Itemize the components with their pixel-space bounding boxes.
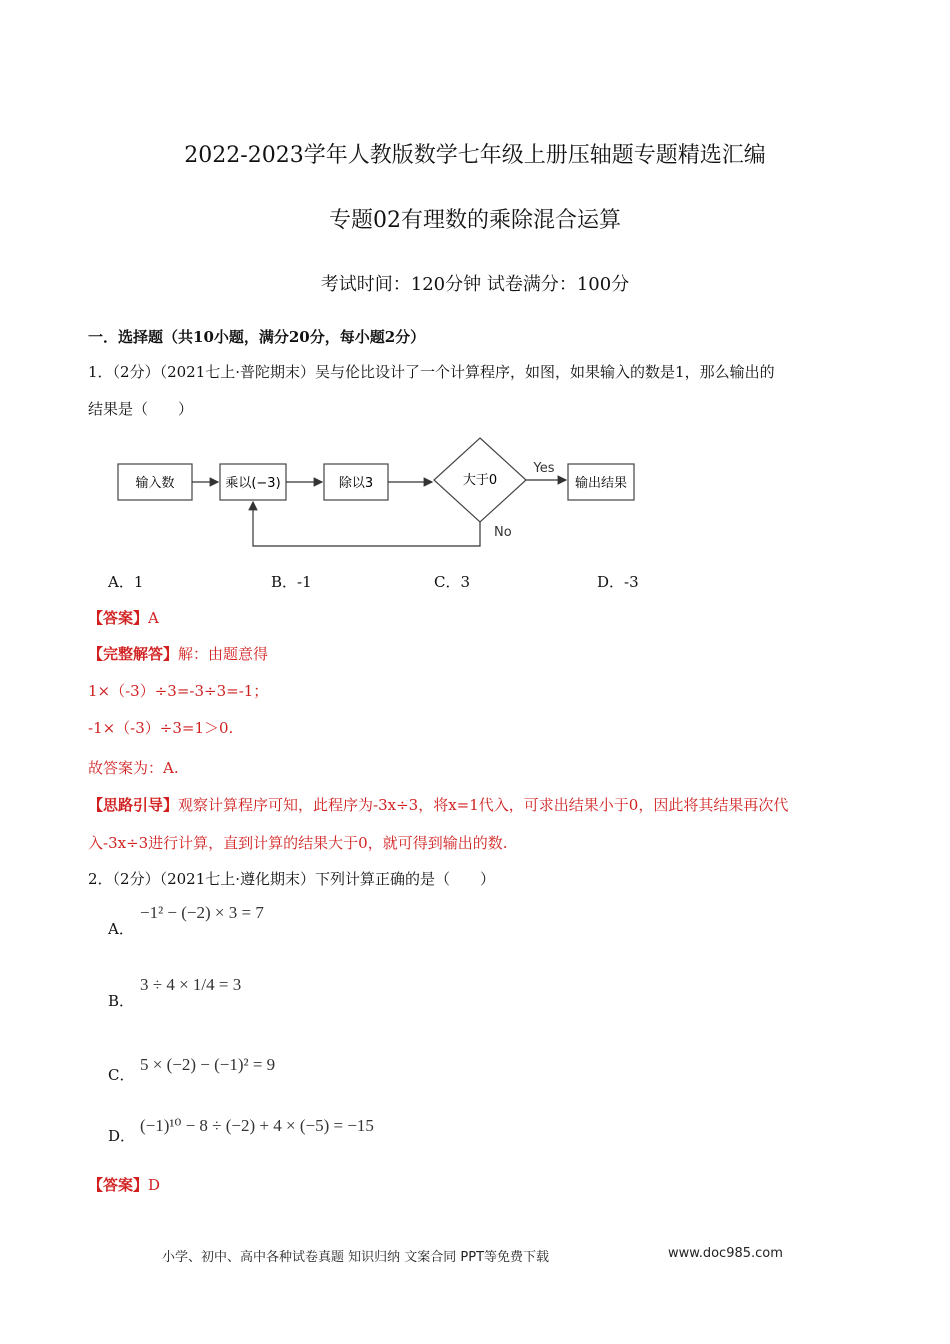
q1-stem-line1: 1．（2分）（2021七上·普陀期末）吴与伦比设计了一个计算程序，如图，如果输入的数是1，那么输出的 [88,363,775,381]
q2-option-b-label: B． [108,992,135,1010]
q1-answer-value: A [148,609,159,627]
flow-divide-label: 除以3 [338,476,374,491]
flow-no-label: No [494,525,512,540]
q2-option-a-expr: −1² − (−2) × 3 = 7 [140,903,264,922]
flow-output-label: 输出结果 [574,476,628,491]
q2-option-d-expr: (−1)¹⁰ − 8 ÷ (−2) + 4 × (−5) = −15 [140,1116,374,1135]
flow-condition-label: 大于0 [462,473,498,488]
q1-hint-line2: 入-3x÷3进行计算，直到计算的结果大于0，就可得到输出的数. [88,834,508,852]
q2-option-a-label: A． [108,920,134,938]
footer-text: 小学、初中、高中各种试卷真题 知识归纳 文案合同 PPT等免费下载 [162,1250,550,1265]
q2-option-b-expr: 3 ÷ 4 × 1/4 = 3 [140,975,242,994]
q1-option-c: C．3 [434,573,471,591]
flow-input-label: 输入数 [135,476,175,491]
q2-answer-value: D [148,1176,161,1194]
exam-info: 考试时间：120分钟 试卷满分：100分 [320,274,630,295]
q1-stem-line2: 结果是（ ） [88,400,194,418]
q1-answer [88,607,159,628]
q2-stem: 2．（2分）（2021七上·遵化期末）下列计算正确的是（ ） [88,870,496,888]
footer-url[interactable]: www.doc985.com [668,1246,783,1261]
q1-hint-line1 [88,794,788,815]
q1-hint-text: 观察计算程序可知，此程序为-3x÷3，将x=1代入，可求出结果小于0，因此将其结果再次代 [178,796,789,814]
q2-option-c-label: C． [108,1066,135,1084]
q1-step-2: -1×（-3）÷3=1＞0. [88,719,234,737]
flow-yes-label: Yes [533,461,555,476]
q2-answer-tag: 【答案】 [88,1176,149,1194]
q1-conclusion: 故答案为：A. [88,759,179,777]
q2-option-c-expr: 5 × (−2) − (−1)² = 9 [140,1055,276,1074]
flow-loop-arrow [253,502,480,546]
document-subtitle: 专题02有理数的乘除混合运算 [329,208,621,233]
flow-multiply-label: 乘以(−3) [225,476,281,491]
q1-option-a: A．1 [108,573,144,591]
q1-hint-tag: 【思路引导】 [88,796,179,814]
q1-solution [88,643,268,664]
section-heading: 一．选择题（共10小题，满分20分，每小题2分） [88,328,426,346]
q1-option-d: D．-3 [597,573,639,591]
q2-option-d-label: D． [108,1127,136,1145]
q1-option-b: B．-1 [271,573,312,591]
q1-step-1: 1×（-3）÷3=-3÷3=-1； [88,682,269,700]
document-title: 2022-2023学年人教版数学七年级上册压轴题专题精选汇编 [184,143,766,168]
q1-flowchart [110,432,640,554]
q1-answer-tag: 【答案】 [88,609,149,627]
q1-solution-tag: 【完整解答】 [88,645,179,663]
q1-solution-intro: 解：由题意得 [178,645,269,663]
q2-answer [88,1174,160,1195]
